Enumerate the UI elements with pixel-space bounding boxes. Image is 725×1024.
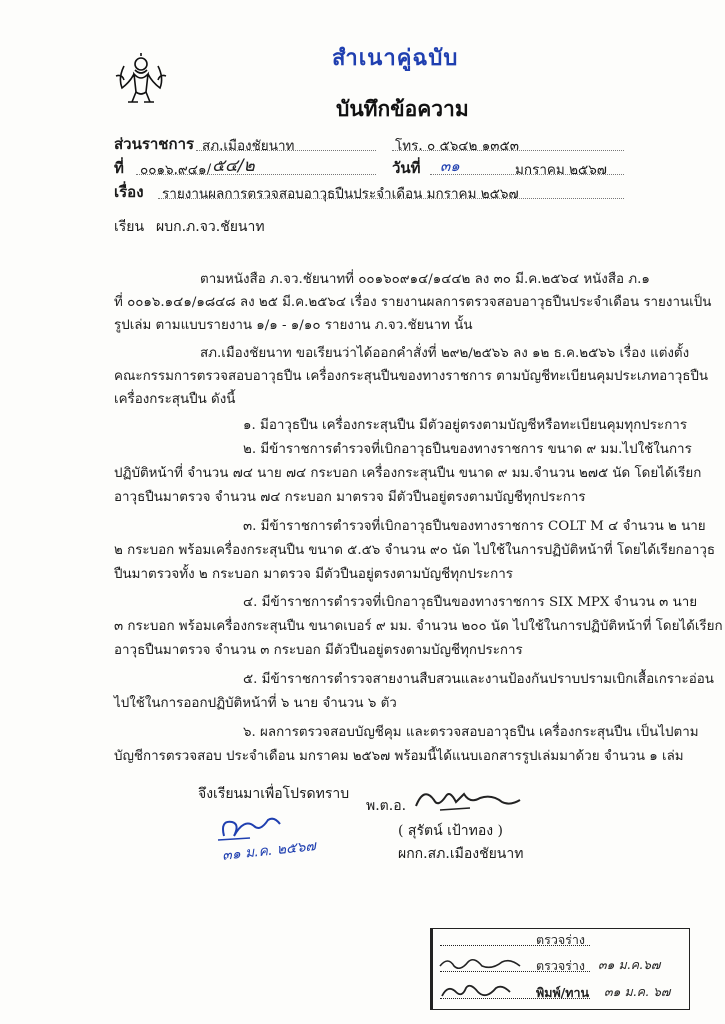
body-line: สภ.เมืองชัยนาท ขอเรียนว่าได้ออกคำสั่งที่ ๒๙๒/๒๕๖๖ ลง ๑๒ ธ.ค.๒๕๖๖ เรื่อง แต่งตั้ง (200, 346, 690, 361)
date-value: มกราคม ๒๕๖๗ (515, 162, 607, 178)
routing-row1-label: ตรวจร่าง (536, 932, 586, 947)
body-line: ๒ กระบอก พร้อมเครื่องกระสุนปืน ขนาด ๕.๕๖ จำนวน ๙๐ นัด ไปใช้ในการปฏิบัติหน้าที่ โดยได้เรียกอาวุธ (114, 543, 716, 558)
body-line: ๖. ผลการตรวจสอบบัญชีคุม และตรวจสอบอาวุธปืน เครื่องกระสุนปืน เป็นไปตาม (243, 725, 699, 740)
body-line: ตามหนังสือ ภ.จว.ชัยนาทที่ ๐๐๑๖๐๙๑๔/๑๔๔๒ ลง ๓๐ มี.ค.๒๕๖๔ หนังสือ ภ.๑ (200, 272, 650, 287)
body-line: ๓ กระบอก พร้อมเครื่องกระสุนปืน ขนาดเบอร์ ๙ มม. จำนวน ๒๐๐ นัด ไปใช้ในการปฏิบัติหน้าที่ โดยได้เรียก (114, 619, 723, 634)
body-line: ๕. มีข้าราชการตำรวจสายงานสืบสวนและงานป้องกันปราบปรามเบิกเสื้อเกราะอ่อน (243, 672, 714, 687)
body-line: รูปเล่ม ตามแบบรายงาน ๑/๑ - ๑/๑๐ รายงาน ภ.จว.ชัยนาท นั้น (114, 318, 473, 333)
ref-value: ๐๐๑๖.๙๔๑/ (140, 162, 212, 178)
phone-dotted-rule (392, 150, 624, 151)
ref-label: ที่ (114, 159, 124, 177)
agency-dotted-rule (196, 150, 376, 151)
body-line: ปฏิบัติหน้าที่ จำนวน ๗๔ นาย ๗๔ กระบอก เครื่องกระสุนปืน ขนาด ๙ มม.จำนวน ๒๗๕ นัด โดยได้เรียก (114, 466, 702, 481)
body-line: ๒. มีข้าราชการตำรวจที่เบิกอาวุธปืนของทางราชการ ขนาด ๙ มม.ไปใช้ในการ (243, 442, 692, 457)
signer-name: ( สุรัตน์ เป้าทอง ) (398, 823, 504, 839)
subject-dotted-rule (158, 198, 624, 199)
closing-text: จึงเรียนมาเพื่อโปรดทราบ (198, 786, 350, 802)
body-line: ไปใช้ในการออกปฏิบัติหน้าที่ ๖ นาย จำนวน ๖ ตัว (114, 696, 397, 711)
routing-row2-note: ๓๑ ม.ค.๖๗ (598, 957, 661, 972)
routing-row3-signature-icon (436, 978, 516, 1004)
garuda-emblem-icon (112, 52, 170, 108)
date-dotted-rule (430, 174, 624, 175)
ref-dotted-rule (136, 174, 376, 175)
routing-row2-signature-icon (436, 950, 526, 976)
body-line: อาวุธปืนมาตรวจ จำนวน ๓ กระบอก มีตัวปืนอยู่ตรงตามบัญชีทุกประการ (114, 643, 523, 658)
body-line: เครื่องกระสุนปืน ดังนี้ (114, 392, 236, 407)
date-handwritten: ๓๑ (440, 157, 460, 175)
body-line: ที่ ๐๐๑๖.๑๔๑/๑๘๔๘ ลง ๒๕ มี.ค.๒๕๖๔ เรื่อง รายงานผลการตรวจสอบอาวุธปืนประจำเดือน รายงานเป็น (114, 295, 712, 310)
subject-label: เรื่อง (114, 183, 144, 201)
copy-stamp: สำเนาคู่ฉบับ (332, 45, 459, 71)
salutation-label: เรียน (114, 219, 145, 235)
initials-date-stamp: ๓๑ ม.ค. ๒๕๖๗ (221, 838, 317, 864)
agency-value: สภ.เมืองชัยนาท (202, 138, 295, 154)
body-line: ๓. มีข้าราชการตำรวจที่เบิกอาวุธปืนของทางราชการ COLT M ๔ จำนวน ๒ นาย (243, 519, 706, 534)
ref-handwritten: ๕๔/๒ (212, 156, 255, 176)
body-line: อาวุธปืนมาตรวจ จำนวน ๗๔ กระบอก มาตรวจ มีตัวปืนอยู่ตรงตามบัญชีทุกประการ (114, 490, 586, 505)
signer-rank: พ.ต.อ. (366, 798, 407, 814)
agency-label: ส่วนราชการ (114, 135, 195, 153)
subject-value: รายงานผลการตรวจสอบอาวุธปืนประจำเดือน มกราคม ๒๕๖๗ (162, 186, 519, 202)
body-line: ๑. มีอาวุธปืน เครื่องกระสุนปืน มีตัวอยู่ตรงตามบัญชีหรือทะเบียนคุมทุกประการ (243, 418, 688, 433)
signer-signature-icon (410, 780, 530, 820)
page-title: บันทึกข้อความ (336, 96, 469, 121)
salutation-value: ผบก.ภ.จว.ชัยนาท (156, 219, 265, 235)
routing-row3-note: ๓๑ ม.ค. ๖๗ (604, 984, 671, 999)
date-label: วันที่ (392, 159, 421, 177)
body-line: ๔. มีข้าราชการตำรวจที่เบิกอาวุธปืนของทางราชการ SIX MPX จำนวน ๓ นาย (243, 595, 698, 610)
routing-row2-label: ตรวจร่าง (536, 958, 586, 973)
body-line: บัญชีการตรวจสอบ ประจำเดือน มกราคม ๒๕๖๗ พร้อมนี้ได้แนบเอกสารรูปเล่มมาด้วย จำนวน ๑ เล่ม (114, 749, 684, 764)
phone-value: โทร. ๐ ๕๖๔๒ ๑๓๕๓ (395, 138, 519, 154)
body-line: ปืนมาตรวจทั้ง ๒ กระบอก มาตรวจ มีตัวปืนอยู่ตรงตามบัญชีทุกประการ (114, 567, 513, 582)
body-line: คณะกรรมการตรวจสอบอาวุธปืน เครื่องกระสุนปืนของทางราชการ ตามบัญชีทะเบียนคุมประเภทอาวุธปืน (114, 369, 709, 384)
signer-position: ผกก.สภ.เมืองชัยนาท (398, 846, 524, 862)
routing-row3-label: พิมพ์/ทาน (536, 985, 590, 1000)
